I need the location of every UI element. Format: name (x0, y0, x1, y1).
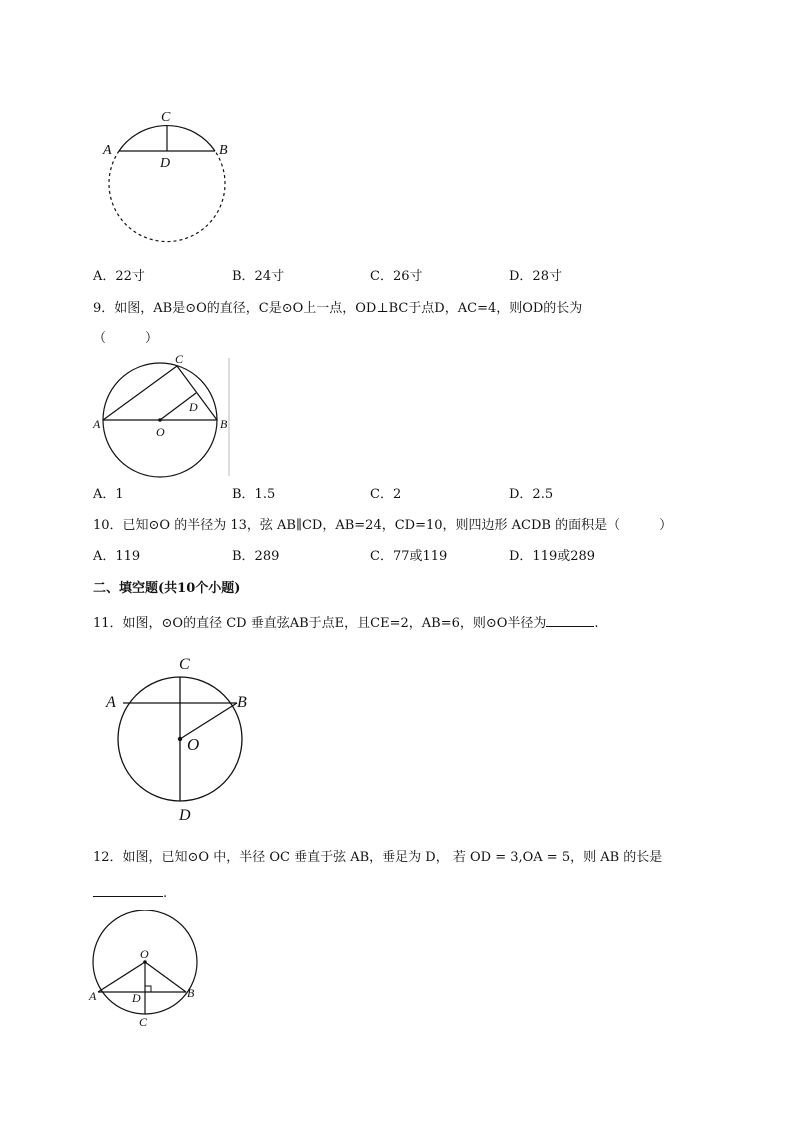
label-a: A (89, 989, 97, 1003)
label-o: O (156, 425, 165, 439)
q11-period: . (594, 616, 599, 631)
center-dot (158, 418, 162, 422)
q12-answer-blank[interactable] (93, 882, 163, 897)
label-d: D (160, 156, 171, 171)
label-b: B (220, 417, 228, 431)
label-b: B (237, 694, 247, 711)
right-angle-mark (145, 986, 151, 992)
q8-option-a: A．22寸 (93, 269, 145, 284)
section-heading: 二、填空题(共10个小题) (93, 581, 241, 596)
label-c: C (161, 110, 171, 125)
q9-stem: 9．如图，AB是⊙O的直径，C是⊙O上一点，OD⊥BC于点D，AC=4，则OD的长为 (93, 301, 583, 316)
q8-option-d: D．28寸 (509, 269, 562, 284)
q8-option-b: B．24寸 (232, 269, 285, 284)
q9-answer-paren: （ ） (93, 331, 159, 346)
chord-ac (103, 366, 177, 420)
q10-stem: 10．已知⊙O 的半径为 13，弦 AB∥CD，AB=24，CD=10，则四边形 ACDB 的面积是（ ） (93, 518, 673, 533)
figure-q11 (100, 652, 260, 827)
q9-option-c: C．2 (370, 487, 402, 502)
q10-option-b: B．289 (232, 549, 280, 564)
label-b: B (187, 986, 195, 1000)
label-a: A (93, 417, 101, 431)
q9-option-b: B．1.5 (232, 487, 276, 502)
label-d: D (132, 991, 141, 1005)
q10-option-c: C．77或119 (370, 549, 448, 564)
q8-option-c: C．26寸 (370, 269, 423, 284)
q11-text: 11．如图，⊙O的直径 CD 垂直弦AB于点E，且CE=2，AB=6，则⊙O半径为 (93, 616, 547, 631)
label-a: A (103, 143, 112, 158)
figure-q9 (90, 350, 240, 480)
center-dot (178, 737, 182, 741)
radius-ob (180, 703, 237, 739)
label-c: C (139, 1015, 148, 1029)
q9-option-a: A．1 (93, 487, 124, 502)
label-b: B (219, 143, 228, 158)
label-c: C (179, 656, 190, 673)
figure-q12 (88, 910, 213, 1030)
q10-option-a: A．119 (93, 549, 141, 564)
label-d: D (179, 807, 191, 824)
q9-option-d: D．2.5 (509, 487, 554, 502)
radius-oa (98, 962, 145, 992)
q12-period: . (163, 886, 168, 901)
q12-stem: 12．如图，已知⊙O 中，半径 OC 垂直于弦 AB，垂足为 D， 若 OD = 3,OA = 5，则 AB 的长是 (93, 850, 663, 865)
q11-answer-blank[interactable] (546, 612, 594, 627)
q10-option-d: D．119或289 (509, 549, 596, 564)
label-o: O (187, 735, 200, 754)
figure-q8 (95, 105, 245, 250)
q11-stem (93, 612, 599, 633)
q12-answer-line (93, 882, 167, 903)
label-d: D (189, 400, 198, 414)
label-a: A (106, 694, 116, 711)
label-o: O (140, 947, 149, 961)
label-c: C (175, 352, 184, 366)
